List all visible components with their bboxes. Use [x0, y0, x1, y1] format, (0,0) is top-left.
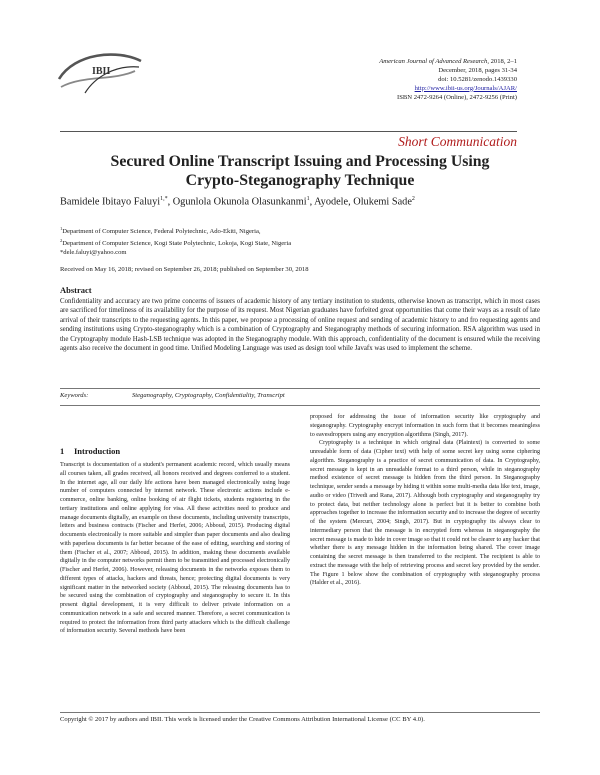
abstract-heading: Abstract — [60, 285, 92, 295]
abstract-text: Confidentiality and accuracy are two prime concerns of issuers of academic history of any tertiary institution to students, otherwise known as transcript, which in most cases are sacrificed for timeliness of its availability for the purpose of its request. Most Nigerian graduates have forfeited great opportunities that come their ways as a result of late arrival of their transcripts to the requesting agents. In this paper, we propose a processing of online request and sending of academic history to and fro requesting agents and sending institutions using Crypto-steganography which is a combination of Cryptography and Steganography methods of securing information. RSA algorithm was used in the Cryptography module Hash-LSB technique was adopted in the Steganography module. With this approach, confidentiality of the document is ensured while the receiving agents also receive the document in good time. Unified Modeling Language was used as design tool while Javafx was used to implement the scheme. — [60, 298, 540, 353]
right-paragraph-2: Cryptography is a technique in which original data (Plaintext) is converted to some unreadable form of data (Cipher text) with help of some secret key using some ciphering algorithm. Steganography is a practice of secret communication of data. In Cryptography, secret message is kept in an unreadable format to a third person, while in steganography method existence of secret message is hidden from the third person. In Steganography technique, sender sends a message by hiding it within some multi-media data like text, image, audio or video (Trivedi and Rana, 2017). Although both cryptography and steganography try to protect data, but neither technology alone is perfect but it is better to combine both approaches together to increase the information security and to increase the degree of security of the system (Mercuri, 2004; Singh, 2017). But in cryptography its always clear to intermediary person that the message is in encrypted form whereas in steganography the secret message is made to hide in cover image so that it could not be clearer to any hacker that whether there is any message hidden in the information being shared. The cover image containing the secret message is then transferred to the recipient. The recipient is able to extract the message with the help of retrieving process and secret key provided by the sender. The Figure 1 below show the combination of cryptography with steganography process (Halder et al., 2016). — [310, 440, 540, 587]
author-1: Bamidele Ibitayo Faluyi — [60, 196, 161, 208]
author-1-sup: 1,* — [160, 196, 168, 202]
left-column — [60, 461, 290, 636]
author-2-sup: 1 — [306, 196, 310, 202]
section-number: 1 — [60, 446, 65, 456]
section-heading-introduction — [60, 446, 120, 456]
affiliation-1 — [60, 224, 291, 236]
copyright-notice: Copyright © 2017 by authors and IBII. This work is licensed under the Creative Commons Attribution International License (CC BY 4.0). — [60, 716, 425, 723]
header-divider — [60, 131, 517, 132]
journal-info — [379, 58, 517, 103]
affiliations — [60, 224, 291, 249]
right-paragraph-1: proposed for addressing the issue of information security like cryptography and steganography. Cryptography encrypt information in such form that it becomes meaningless to eavesdroppers using any encryption algorithms (Singh, 2017). — [310, 414, 540, 438]
journal-date-pages: December, 2018, pages 31-34 — [438, 66, 517, 74]
author-2: , Ogunlola Okunola Olasunkanmi — [167, 196, 307, 208]
keywords-bottom-rule — [60, 405, 540, 406]
affiliation-2 — [60, 236, 291, 248]
corresponding-email: *dele.faluyi@yahoo.com — [60, 249, 127, 256]
keywords-list: Steganography, Cryptography, Confidentiality, Transcript — [132, 392, 285, 399]
affiliation-1-sup: 1 — [60, 226, 63, 231]
journal-url-link[interactable]: http://www.ibii-us.org/Journals/AJAR/ — [414, 84, 517, 92]
journal-name-line — [379, 58, 517, 67]
affiliation-2-sup: 2 — [60, 238, 63, 244]
received-dates: Received on May 16, 2018; revised on September 26, 2018; published on September 30, 2018 — [60, 266, 309, 273]
author-3-sup: 2 — [411, 196, 415, 202]
right-column — [310, 413, 540, 588]
keywords-top-rule — [60, 388, 540, 389]
logo-text: IBII — [92, 66, 111, 77]
title-line-2: Crypto-Steganography Technique — [185, 172, 415, 189]
author-3: , Ayodele, Olukemi Sade — [309, 196, 412, 208]
article-type: Short Communication — [398, 134, 517, 149]
journal-issn: ISBN 2472-9264 (Online), 2472-9256 (Print) — [397, 93, 517, 101]
affiliation-1-text: Department of Computer Science, Federal Polytechnic, Ado-Ekiti, Nigeria, — [62, 228, 261, 236]
left-paragraph: Transcript is documentation of a student's permanent academic record, which usually means all courses taken, all grades received, all honors received and degrees conferred to a student. In the internet age, all our daily life actions have been managed electronically using huge number of computers connected by internet network. These electronic actions include e-commerce, online banking, online booking of air flight tickets, students registering in the tertiary institutions and online applying for visa. All these activities need to produce and manage documents digitally, an example on these documents, including university transcripts, letters and business contracts (Fischer and Herfet, 2006; Abboud, 2015). Producing digital documents electronically is more suitable and simpler than paper documents and also dealing with paperless documents is far better because of the ease of editing, searching and storing of them (Fischer et al., 2007; Abboud, 2015). In addition, making these documents available digitally in the computer networks permit them to be transmitted and processed electronically (Fischer and Herfet, 2006). However, releasing documents in the networks exposes them to different types of attacks, hackers and threats, hence; protecting digital documents is very significant matter in the networked society (Abboud, 2015). The releasing documents has to be secured using the combination of cryptography and steganography to secure it. In this present digital development, it is very difficult to deliver private information on a communication network in a safe and secured manner. Therefore, a secret communication is required to protect the information from third party attackers which is the difficult challenge of information security. Several methods have been — [60, 462, 290, 635]
paper-title — [60, 152, 540, 190]
section-title: Introduction — [74, 446, 121, 456]
footer-divider — [60, 712, 540, 713]
journal-name: American Journal of Advanced Research — [379, 58, 488, 65]
title-line-1: Secured Online Transcript Issuing and Processing Using — [110, 153, 490, 170]
keywords-label: Keywords: — [60, 392, 89, 399]
author-list — [60, 196, 415, 207]
journal-volume: , 2018, 2–1 — [487, 58, 517, 65]
logo-swoosh-icon — [55, 47, 145, 95]
journal-doi: doi: 10.5281/zenodo.1439330 — [438, 75, 517, 83]
keywords-row — [60, 392, 285, 399]
affiliation-2-text: Department of Computer Science, Kogi State Polytechnic, Lokoja, Kogi State, Nigeria — [62, 240, 292, 248]
journal-logo — [55, 47, 145, 95]
